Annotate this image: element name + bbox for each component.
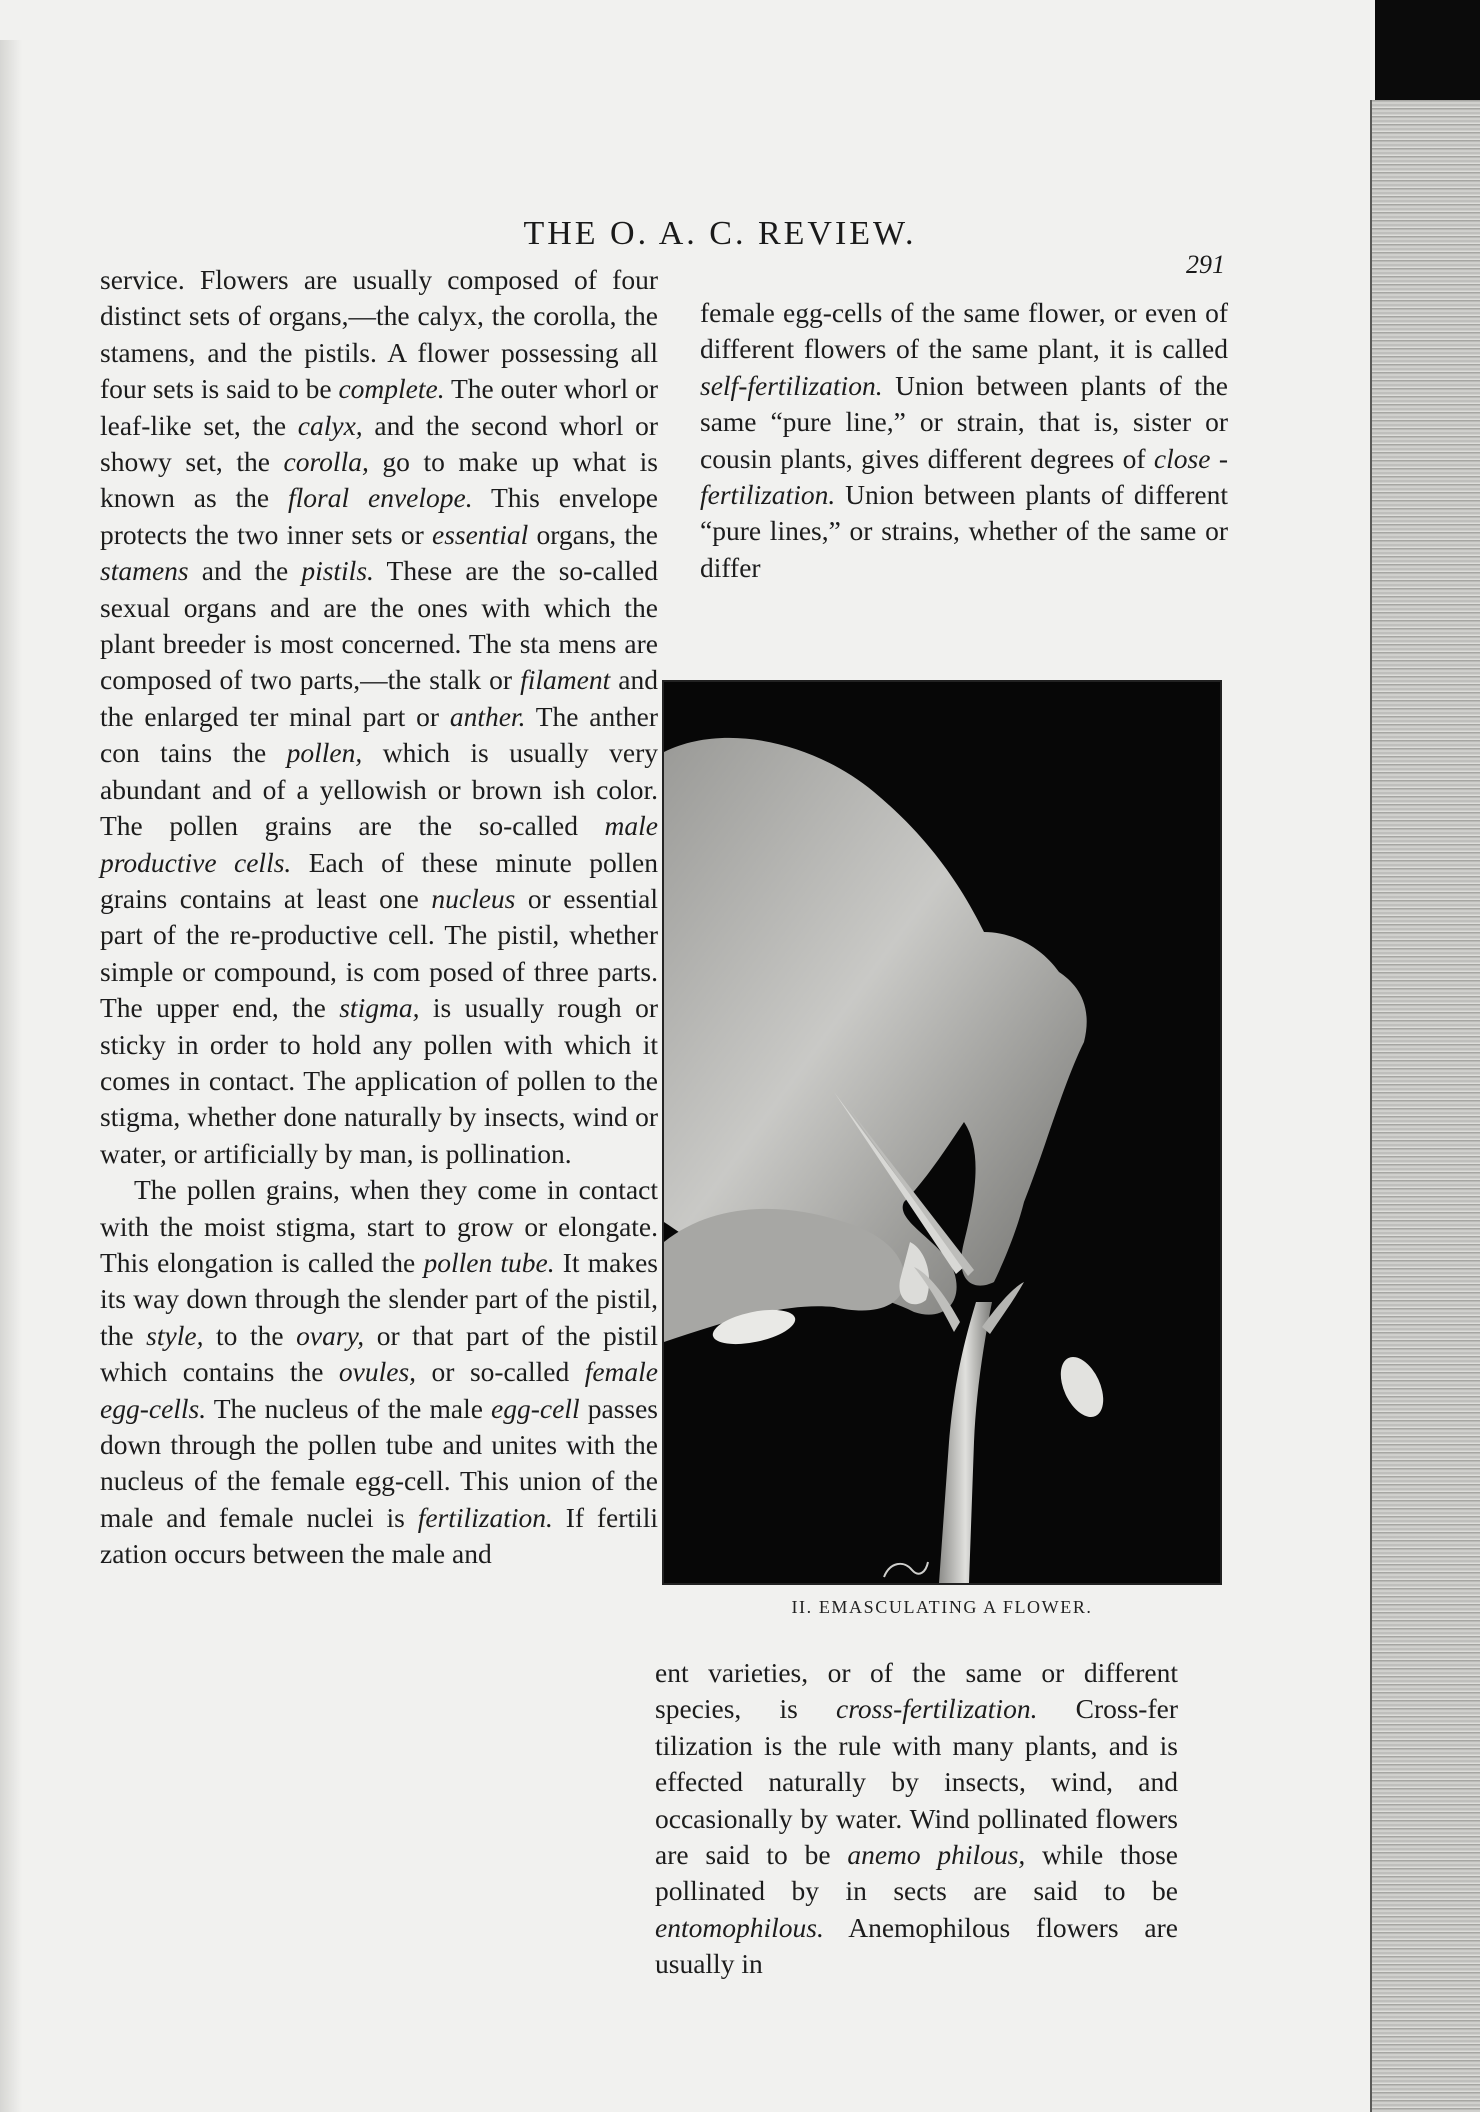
text-run: or essential part of the re-productive cell. The pistil, whether simple or compound, is com posed of three parts. The upper end, the [100, 882, 658, 1024]
italic-term: male productive cells. [100, 810, 658, 878]
text-run: passes down through the pollen tube and unites with the nucleus of the female egg-cell. This union of the male and female nuclei is [100, 1392, 658, 1533]
left-column [100, 262, 658, 1573]
text-run: or so-called [416, 1356, 585, 1388]
right-column-bottom [655, 1655, 1178, 1983]
italic-term: pollen, [286, 737, 363, 769]
text-run: This envelope protects the two inner sets or [100, 482, 658, 550]
paragraph-fertilization-types [700, 295, 1228, 586]
text-run: go to make up what is known as the [100, 446, 658, 514]
text-run: which is usually very abundant and of a yellowish or brown ish color. The pollen grains are the so-called [100, 737, 658, 842]
text-run: is usually rough or sticky in order to hold any pollen with which it comes in contact. The application of pollen to the stigma, whether done naturally by insects, wind or water, or artificially by man, is pollination. [100, 992, 658, 1169]
italic-term: close - fertilization. [700, 442, 1228, 511]
text-run: Cross-fer tilization is the rule with many plants, and is effected naturally by insects, wind, and occasionally by water. Wind pollinated flowers are said to be [655, 1693, 1178, 1871]
text-run: The anther con tains the [100, 700, 659, 769]
italic-term: stigma, [339, 992, 420, 1024]
text-run: or that part of the pistil which contains the [100, 1319, 658, 1388]
text-run: and the enlarged ter minal part or [100, 664, 658, 732]
italic-term: fertilization. [417, 1501, 553, 1533]
text-run: ent varieties, or of the same or different species, is [655, 1657, 1178, 1725]
text-run: female egg-cells of the same flower, or even of different flowers of the same plant, it is called [700, 297, 1228, 365]
italic-term: floral envelope. [288, 482, 473, 514]
italic-term: calyx, [297, 409, 363, 441]
italic-term: filament [520, 664, 611, 696]
paragraph-flower-organs [100, 262, 658, 1172]
italic-term: nucleus [431, 882, 516, 914]
italic-term: style, [146, 1319, 204, 1351]
page-binding-shadow [0, 40, 22, 2112]
text-run: The outer whorl or leaf-like set, the [100, 373, 658, 441]
hand-holding-flower-illustration [664, 682, 1220, 1583]
text-run: These are the so-called sexual organs and are the ones with which the plant breeder is most concerned. The sta mens are composed of two parts,—the stalk or [100, 555, 658, 696]
text-run: while those pollinated by in sects are said to be [655, 1839, 1178, 1907]
text-run: and the [188, 555, 302, 587]
page-number: 291 [1186, 250, 1225, 279]
italic-term: complete. [338, 373, 445, 405]
text-run: The nucleus of the male [206, 1392, 492, 1424]
text-run: It makes its way down through the slender part of the pistil, the [100, 1246, 658, 1351]
italic-term: entomophilous. [655, 1911, 824, 1943]
text-run: Union between plants of the same “pure line,” or strain, that is, sister or cousin plants, gives different degrees of [700, 369, 1228, 474]
text-run: service. Flowers are usually composed of four distinct sets of organs,—the calyx, the corolla, the stamens, and the pistils. A flower possessing all four sets is said to be [100, 264, 658, 405]
italic-term: anther. [449, 700, 526, 732]
emasculating-flower-photo [662, 680, 1222, 1585]
right-column-top [700, 295, 1228, 586]
book-page-edges [1370, 100, 1480, 2112]
italic-term: corolla, [283, 446, 369, 478]
paragraph-cross-fertilization [655, 1655, 1178, 1983]
running-head: THE O. A. C. REVIEW. [523, 215, 917, 252]
italic-term: ovary, [296, 1319, 365, 1351]
italic-term: female egg-cells. [100, 1356, 659, 1424]
italic-term: anemo philous, [847, 1839, 1026, 1871]
text-run: to the [203, 1319, 297, 1351]
italic-term: egg-cell [491, 1392, 580, 1424]
text-run: If fertili zation occurs between the male and [100, 1501, 658, 1570]
text-run: The pollen grains, when they come in contact with the moist stigma, start to grow or elongate. This elongation is called the [100, 1174, 658, 1278]
text-run: organs, the [528, 518, 658, 550]
italic-term: pistils. [301, 555, 374, 587]
italic-term: stamens [100, 555, 189, 587]
italic-term: essential [431, 518, 529, 550]
italic-term: self-fertilization. [700, 369, 883, 401]
text-run: Union between plants of different “pure lines,” or strains, whether of the same or differ [700, 479, 1228, 583]
text-run: Each of these minute pollen grains contains at least one [100, 846, 658, 914]
text-run: Anemophilous flowers are usually in [655, 1911, 1178, 1980]
italic-term: ovules, [338, 1356, 417, 1388]
italic-term: cross-fertilization. [836, 1693, 1038, 1725]
figure-caption: II. EMASCULATING A FLOWER. [791, 1597, 1093, 1617]
paragraph-pollen-grains [100, 1172, 658, 1572]
italic-term: pollen tube. [423, 1246, 555, 1278]
text-run: and the second whorl or showy set, the [100, 409, 658, 478]
